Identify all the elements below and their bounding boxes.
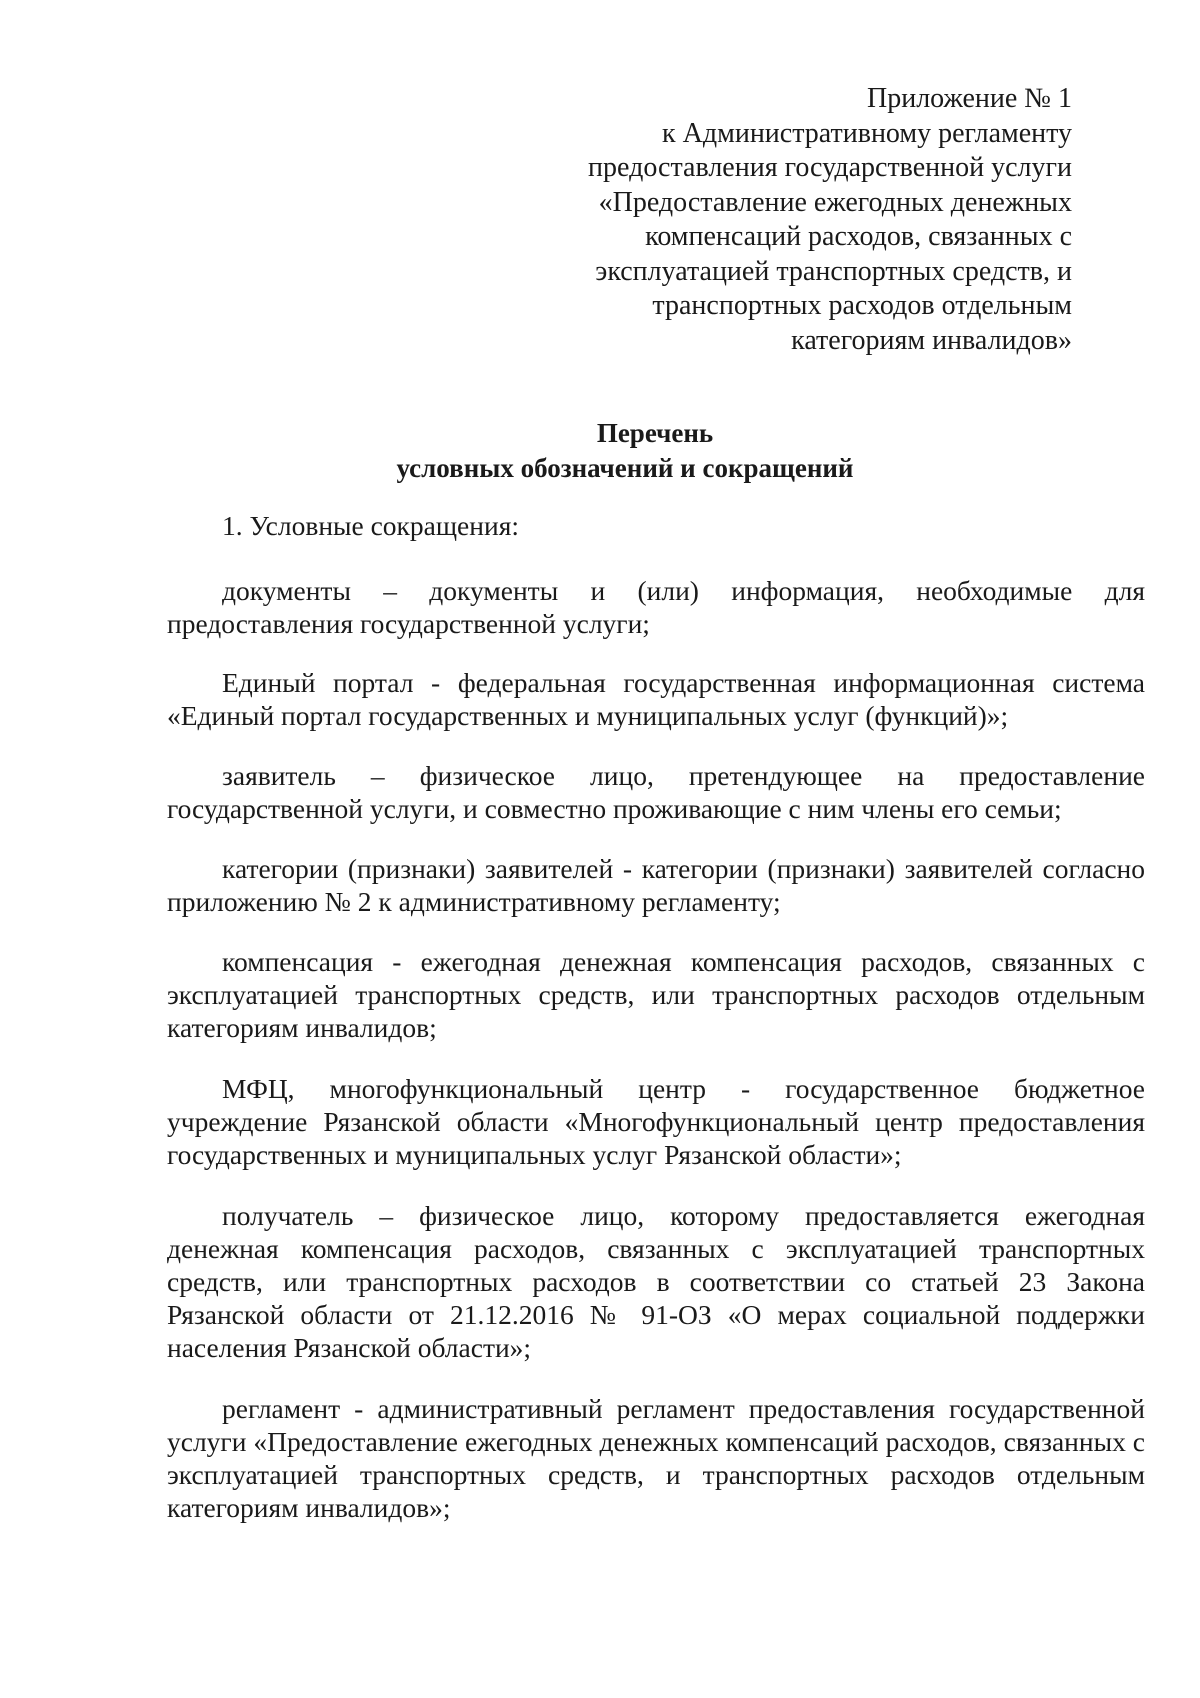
appendix-line: эксплуатацией транспортных средств, и [595,255,1072,287]
appendix-header [512,82,1072,358]
definition-applicant-categories: категории (признаки) заявителей - категории (признаки) заявителей согласно приложению № 2 к административному регламенту; [167,853,1145,917]
definition-item [167,852,1145,918]
definition-mfc: МФЦ, многофункциональный центр - государственное бюджетное учреждение Рязанской области «Многофункциональный центр предоставления государственных и муниципальных услуг Рязанской области»; [167,1073,1145,1170]
definition-item [167,945,1145,1044]
title-line-1: Перечень [596,418,714,448]
appendix-line: категориям инвалидов» [791,324,1072,356]
document-title [0,416,1200,486]
definition-item [167,1072,1145,1171]
appendix-line: компенсаций расходов, связанных с [645,221,1072,252]
definition-item [167,1199,1145,1364]
definition-compensation: компенсация - ежегодная денежная компенсация расходов, связанных с эксплуатацией транспортных средств, или транспортных расходов отдельным категориям инвалидов; [167,946,1145,1043]
appendix-line: Приложение № 1 [867,83,1072,114]
section-heading [167,509,1145,542]
definition-applicant: заявитель – физическое лицо, претендующее на предоставление государственной услуги, и совместно проживающие с ним члены его семьи; [167,760,1145,824]
appendix-line: «Предоставление ежегодных денежных [598,186,1072,218]
definition-recipient: получатель – физическое лицо, которому предоставляется ежегодная денежная компенсация расходов, связанных с эксплуатацией транспортных средств, или транспортных расходов в соответствии со статьей 23 Закона Рязанской области от 21.12.2016 № 91-ОЗ «О мерах социальной поддержки населения Рязанской области»; [167,1200,1145,1363]
definition-regulation: регламент - административный регламент предоставления государственной услуги «Предоставление ежегодных денежных компенсаций расходов, связанных с эксплуатацией транспортных средств, и транспортных расходов отдельным категориям инвалидов»; [167,1393,1145,1523]
definition-item [167,574,1145,640]
appendix-line: к Административному регламенту [662,117,1072,149]
definition-unified-portal: Единый портал - федеральная государственная информационная система «Единый портал государственных и муниципальных услуг (функций)»; [167,667,1145,731]
definition-item [167,666,1145,732]
appendix-line: транспортных расходов отдельным [652,290,1072,321]
title-line-2: условных обозначений и сокращений [396,453,854,483]
section-1-label: 1. Условные сокращения: [222,510,519,541]
definition-item [167,1392,1145,1524]
appendix-line: предоставления государственной услуги [588,152,1072,183]
definition-documents: документы – документы и (или) информация, необходимые для предоставления государственной услуги; [167,575,1145,639]
definition-item [167,759,1145,825]
